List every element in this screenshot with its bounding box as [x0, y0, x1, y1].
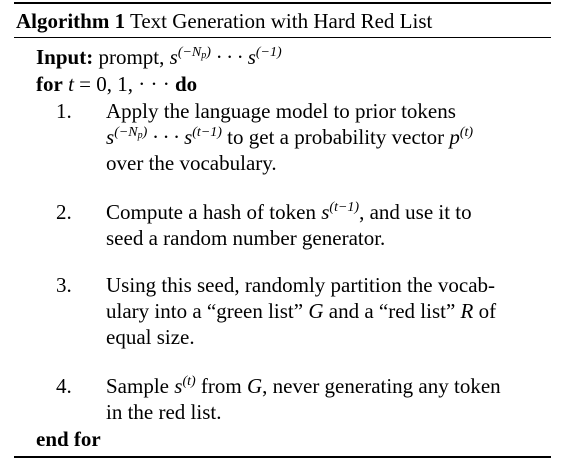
- for-math: t = 0, 1, · · ·: [68, 72, 170, 96]
- input-text: prompt,: [98, 45, 165, 69]
- step-2-line-2: seed a random number generator.: [106, 226, 386, 250]
- step-3-line-3: equal size.: [106, 325, 195, 349]
- caption-label: Algorithm 1: [16, 9, 126, 33]
- step-2-line-1: Compute a hash of token $s^{(t-1)}$, and use it to: [106, 200, 472, 224]
- step-2-text: [106, 199, 551, 251]
- step-1-text: [106, 98, 551, 176]
- for-line: [36, 71, 197, 97]
- step-3-line-2-start: ulary into a “green list”: [106, 299, 304, 323]
- step-1-line-3: over the vocabulary.: [106, 151, 277, 175]
- caption-rule: [14, 37, 551, 38]
- algorithm-caption: [16, 8, 432, 34]
- bottom-rule: [14, 456, 551, 458]
- input-line: [36, 44, 282, 70]
- step-3-text: [106, 272, 551, 350]
- end-for-keyword: end for: [36, 427, 101, 451]
- step-4-line-1-mid: from: [200, 374, 242, 398]
- step-3-line-2: ulary into a “green list” G and a “red list” R of: [106, 299, 497, 323]
- step-3-number: 3.: [56, 273, 72, 297]
- step-4-text: [106, 373, 551, 425]
- do-keyword: do: [175, 72, 198, 96]
- step-4-line-2: in the red list.: [106, 400, 222, 424]
- step-2-number: 2.: [56, 200, 72, 224]
- step-4-number: 4.: [56, 374, 72, 398]
- for-keyword: for: [36, 72, 63, 96]
- step-3-line-2-end: of: [478, 299, 497, 323]
- step-2-line-1-start: Compute a hash of token: [106, 200, 316, 224]
- caption-title: Text Generation with Hard Red List: [129, 9, 433, 33]
- step-3-line-1: Using this seed, randomly partition the vocab-: [106, 273, 496, 297]
- step-1-line-2-text: to get a probability vector: [227, 125, 445, 149]
- input-math: $s^{(-Np)}$ · · · $s^{(-1)}$: [169, 45, 282, 69]
- step-3-line-2-mid: and a “red list”: [328, 299, 456, 323]
- step-1-number: 1.: [56, 99, 72, 123]
- input-keyword: Input:: [36, 45, 94, 69]
- step-4-line-1: Sample $s^{(t)}$ from G, never generating any token: [106, 374, 501, 398]
- top-rule: [14, 2, 551, 4]
- step-4-line-1-start: Sample: [106, 374, 169, 398]
- step-1-line-2: $s^{(-Np)}$ · · · $s^{(t-1)}$ to get a probability vector $p^{(t)}$: [106, 125, 474, 149]
- step-4-line-1-end: , never generating any token: [262, 374, 501, 398]
- step-2-line-1-end: , and use it to: [359, 200, 472, 224]
- step-1-line-1: Apply the language model to prior tokens: [106, 99, 456, 123]
